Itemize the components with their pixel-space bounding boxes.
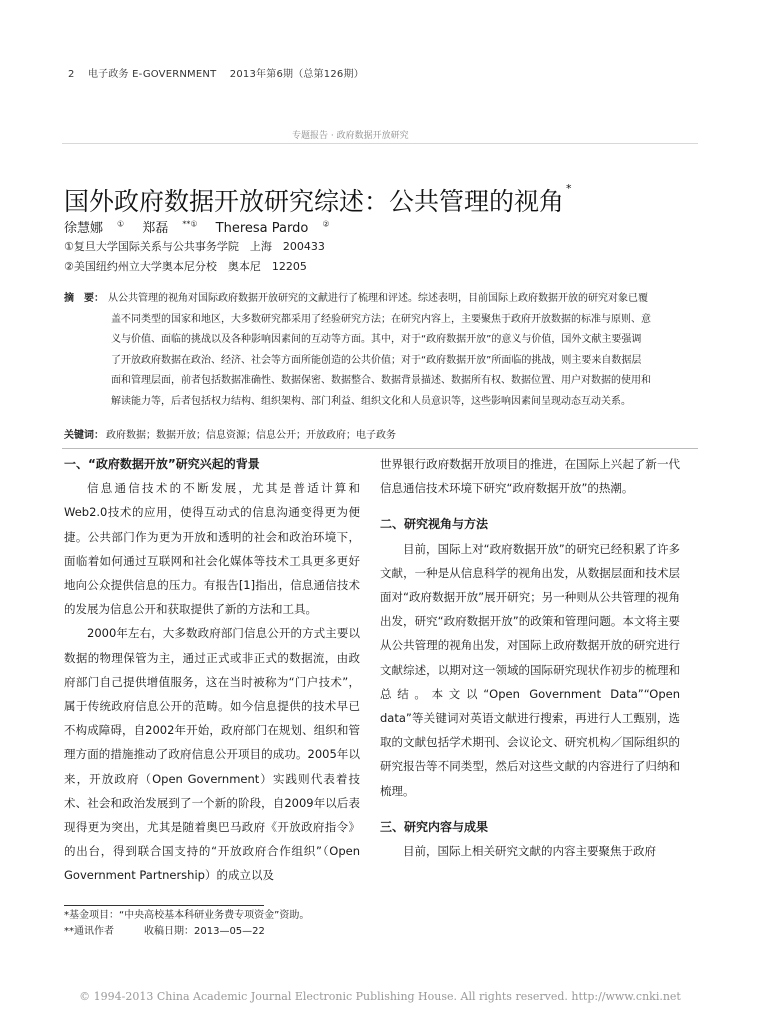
footnote-funding: *基金项目：“中央高校基本科研业务费专项资金”资助。: [64, 910, 310, 921]
author-name: Theresa Pardo: [215, 221, 309, 236]
title-footnote-mark: *: [566, 181, 572, 195]
left-column: [64, 452, 360, 888]
abstract-line: 面和管理层面，前者包括数据准确性、数据保密、数据整合、数据背景描述、数据所有权、数据位置、用户对数据的使用和: [111, 375, 651, 386]
author-list: [64, 217, 343, 236]
footnote-correspondence: **通讯作者 收稿日期：2013—05—22: [64, 926, 265, 937]
journal-name: 电子政务 E-GOVERNMENT: [87, 69, 217, 80]
paragraph: 目前，国际上对“政府数据开放”的研究已经积累了许多文献，一种是从信息科学的视角出发，从数据层面和技术层面对“政府数据开放”展开研究；另一种则从公共管理的视角出发，研究“政府数据开放”的政策和管理问题。本文将主要从公共管理的视角出发，对国际上政府数据开放的研究进行文献综述，以期对这一领域的国际研究现状作初步的梳理和总结。本文以“Open Government Data”“Open data”等关键词对英语文献进行搜索，再进行人工甄别，选取的文献包括学术期刊、会议论文、研究机构／国际组织的研究报告等不同类型，然后对这些文献的内容进行了归纳和梳理。: [380, 541, 680, 798]
abstract-line: 解读能力等，后者包括权力结构、组织架构、部门利益、组织文化和人员意识等，这些影响因素间呈现动态互动关系。: [111, 395, 631, 407]
author-mark: **①: [182, 219, 198, 229]
section-heading-1: 一、“政府数据开放”研究兴起的背景: [64, 457, 260, 471]
author-mark: ①: [117, 219, 125, 229]
author-name: 徐慧娜: [64, 221, 104, 236]
author-1: [64, 221, 124, 236]
copyright-watermark: © 1994-2013 China Academic Journal Electronic Publishing House. All rights reserved. http://www.cnki.net: [79, 990, 681, 1003]
keywords-text: 政府数据；数据开放；信息资源；信息公开；开放政府；电子政务: [106, 430, 396, 441]
author-mark: ②: [322, 219, 330, 229]
abstract-line: 义与价值、面临的挑战以及各种影响因素间的互动等方面。其中，对于“政府数据开放”的意义与价值，国外文献主要强调: [111, 334, 642, 345]
paragraph: 世界银行政府数据开放项目的推进，在国际上兴起了新一代信息通信技术环境下研究“政府数据开放”的热潮。: [380, 457, 680, 496]
author-2: [142, 221, 197, 236]
abstract-line: 了开放政府数据在政治、经济、社会等方面所能创造的公共价值；对于“政府数据开放”所面临的挑战，则主要来自数据层: [111, 354, 642, 366]
issue-info: 2013年第6期（总第126期）: [229, 69, 364, 80]
affiliation-2: ②美国纽约州立大学奥本尼分校 奥本尼 12205: [64, 260, 307, 273]
section-heading-3: 三、研究内容与成果: [380, 819, 489, 834]
header-divider: [62, 143, 698, 144]
abstract-label: 摘 要：: [64, 293, 104, 304]
spacer: [380, 500, 680, 512]
right-column: [380, 452, 680, 863]
paragraph: 2000年左右，大多数政府部门信息公开的方式主要以数据的物理保管为主，通过正式或非正式的数据流，由政府部门自己提供增值服务，这在当时被称为“门户技术”，属于传统政府信息公开的范畴。如今信息提供的技术早已不构成障碍，自2002年开始，政府部门在规划、组织和管理方面的措施推动了政府信息公开项目的成功。2005年以来，开放政府（Open Government）实践则代表着技术、社会和政治发展到了一个新的阶段，自2009年以后表现得更为突出，尤其是随着奥巴马政府《开放政府指令》的出台，得到联合国支持的“开放政府合作组织”（Open Government Partnership）的成立以及: [64, 626, 360, 883]
footnote-divider: [64, 905, 264, 906]
author-3: [216, 221, 330, 236]
abstract-divider: [62, 448, 698, 449]
keywords-label: 关键词：: [64, 430, 104, 441]
paragraph: 信息通信技术的不断发展，尤其是普适计算和Web2.0技术的应用，使得互动式的信息沟通变得更为便捷。公共部门作为更为开放和透明的社会和政治环境下，面临着如何通过互联网和社会化媒体等技术工具更多更好地向公众提供信息的压力。有报告[1]指出，信息通信技术的发展为信息公开和获取提供了新的方法和工具。: [64, 481, 360, 617]
page-number: 2: [68, 69, 75, 80]
title-text: 国外政府数据开放研究综述：公共管理的视角: [64, 186, 565, 216]
section-heading-2: 二、研究视角与方法: [380, 517, 489, 532]
author-name: 郑磊: [142, 221, 169, 236]
running-header: [68, 65, 374, 80]
article-title: [64, 182, 572, 218]
spacer: [380, 803, 680, 815]
footnotes: [64, 908, 309, 940]
abstract-line: 盖不同类型的国家和地区，大多数研究都采用了经验研究方法；在研究内容上，主要聚焦于政府开放数据的标准与原则、意: [111, 313, 651, 325]
affiliation-1: ①复旦大学国际关系与公共事务学院 上海 200433: [64, 240, 325, 253]
section-tag: 专题报告 · 政府数据开放研究: [292, 131, 409, 141]
abstract-line: 摘 要： 从公共管理的视角对国际政府数据开放研究的文献进行了梳理和评述。综述表明，目前国际上政府数据开放的研究对象已覆: [64, 293, 648, 304]
paragraph: 目前，国际上相关研究文献的内容主要聚焦于政府: [403, 844, 656, 859]
abstract: [64, 289, 684, 412]
keywords: [64, 426, 396, 441]
